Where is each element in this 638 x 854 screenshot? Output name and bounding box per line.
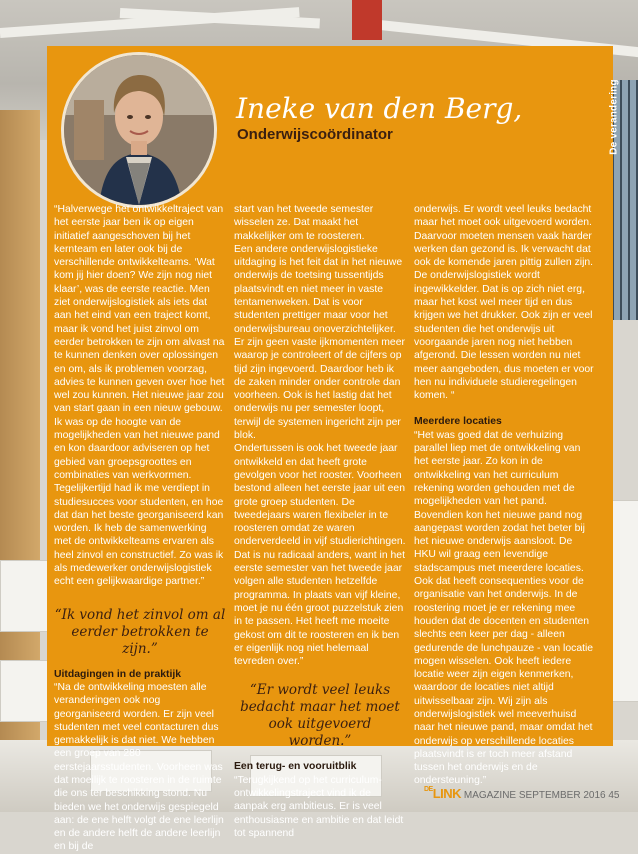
person-name: Ineke van den Berg, [236,92,523,125]
paragraph: Een andere onderwijslogistieke uitdaging is het feit dat in het nieuwe onderwijs de toetsing tussentijds plaatsvindt en niet meer in vaste tentamenweken. Dat is voor studenten prettiger maar voor het onderwijsbureau onoverzichtelijker. Er zijn geen vaste ijkmomenten meer waarop je controleert of de cijfers op tijd zijn ingevoerd. Daardoor heb ik de zaken minder onder controle dan voorheen. Ook is het lastig dat het onderwijs nu per semester loopt, terwijl de systemen ingericht zijn per blok. [234,243,405,442]
paragraph: “Het was goed dat de verhuizing parallel liep met de ontwikkeling van het eerste jaar. Zo kon in de ontwikkeling van het curriculum rekening worden gehouden met de mogelijkheden van het pand. Bovendien kon het nieuwe pand nog aangepast worden zodat het beter bij het nieuwe onderwijs aansloot. De HKU wil graag een levendige stadscampus met meerdere locaties. Ook dat heeft consequenties voor de organisatie van het onderwijs. In de roostering moet je er rekening mee houden dat de docenten en studenten slechts een keer per dag - alleen gedurende de lunchpauze - van locatie mogen wisselen. Ook heeft iedere locatie weer zijn eigen kenmerken, waardoor de locaties niet altijd uitwisselbaar zijn. Wij zijn als onderwijslogistiek wel meeverhuisd naar het nieuwe pand, maar omdat het onderwijs op verschillende locaties plaatsvindt is er toch meer afstand tussen het onderwijs en de ondersteuning.” [414,429,594,787]
page-footer [424,786,624,802]
table [0,660,48,722]
text-column-3 [414,203,594,788]
page-number: 45 [608,790,620,801]
paragraph: onderwijs. Er wordt veel leuks bedacht maar het moet ook uitgevoerd worden. Daarvoor moeten mensen vaak harder werken dan gezond is. Ik verwacht dat ook de komende jaren pittig zullen zijn. De onderwijslogistiek wordt ingewikkelder. Dat is op zich niet erg, maar het kost wel meer tijd en dus krijgen we het drukker. Ook zijn er veel studenten die het onderwijs uit voorgaande jaren nog niet hebben afgerond. Die lessen worden nu niet meer aangeboden, dus moeten er voor hen nu individuele studieregelingen komen. “ [414,204,594,402]
subheading: Meerdere locaties [414,416,502,428]
logo-prefix: DE [424,786,433,793]
person-role: Onderwijscoördinator [237,126,393,143]
pull-quote: “Er wordt veel leuks bedacht maar het moet ook uitgevoerd worden.” [240,682,400,750]
red-pillar [352,0,382,40]
logo-text: LINK [432,786,462,801]
section-label [605,62,623,172]
table [0,560,48,632]
paragraph: Ondertussen is ook het tweede jaar ontwikkeld en dat heeft grote gevolgen voor het rooster. Voorheen bestond alleen het eerste jaar uit een grote groep studenten. De tweedejaars waren flexibeler in te roosteren omdat ze waren onderverdeeld in vijf studierichtingen. Dat is nu radicaal anders, want in het eerste semester van het tweede jaar volgen alle studenten hetzelfde programma. In plaats van vijf kleine, moet je nu één groot puzzelstuk zien in te passen. Het heeft me moeite gekost om dit te roosteren en ik ben er eigenlijk nog niet helemaal tevreden over.” [234,443,406,668]
paragraph: start van het tweede semester wisselen ze. Dat maakt het makkelijker om te roosteren. [234,204,374,242]
text-column-2 [234,203,406,840]
subheading: Uitdagingen in de praktijk [54,668,182,680]
person-illustration [64,55,214,205]
paragraph: “Terugkijkend op het curriculum-ontwikkelingstraject vind ik de aanpak erg ambitieus. Er is veel enthousiasme en ambitie en dat leidt tot spannend [234,774,404,839]
paragraph: “Na de ontwikkeling moesten alle veranderingen ook nog georganiseerd worden. Er zijn veel studenten met veel contacturen dus gemakkelijk is dat niet. We hebben een groep van 280 eerstejaarsstudenten. Voorheen was dat moeilijk te roosteren in de ruimte die ons ter beschikking stond. Nu bieden we het onderwijs gespiegeld aan: de ene helft volgt de ene leerlijn en de andere helft de andere leerlijn en bij de [54,681,224,853]
paragraph: “Halverwege het ontwikkeltraject van het eerste jaar ben ik op eigen initiatief aangeschoven bij het kernteam en later ook bij de verschillende ontwikkelteams. ‘Wat kom jij hier doen? We zijn nog niet klaar’, was de eerste reactie. Men ziet onderwijslogistiek als iets dat aan het eind van een traject komt, maar ik vond het juist zinvol om eerder betrokken te zijn om alvast na te kunnen denken over oplossingen en om, als ik problemen voorzag, advies te kunnen geven over hoe het wel zou kunnen. Het nieuwe jaar zou van start gaan in een nieuw gebouw. Ik was op de hoogte van de mogelijkheden van het nieuwe pand en kon daardoor adviseren op het gebied van groepsgroottes en combinaties van werkvormen. Tegelijkertijd had ik me verdiept in studiesucces voor studenten, en hoe dat dan het beste georganiseerd kan worden. Ik heb de samenwerking met de ontwikkelteams ervaren als heel zinvol en constructief. Zo was ik als medewerker onderwijslogistiek echt een gelijkwaardige partner.” [54,204,225,588]
subheading: Een terug- en vooruitblik [234,761,357,773]
pull-quote: “Ik vond het zinvol om al eerder betrokken te zijn.” [54,606,226,657]
magazine-issue: MAGAZINE SEPTEMBER 2016 [463,790,606,801]
section-label-text: De verandering [608,79,620,155]
text-column-1 [54,203,226,854]
magazine-logo [424,786,461,801]
portrait-photo [61,52,217,208]
